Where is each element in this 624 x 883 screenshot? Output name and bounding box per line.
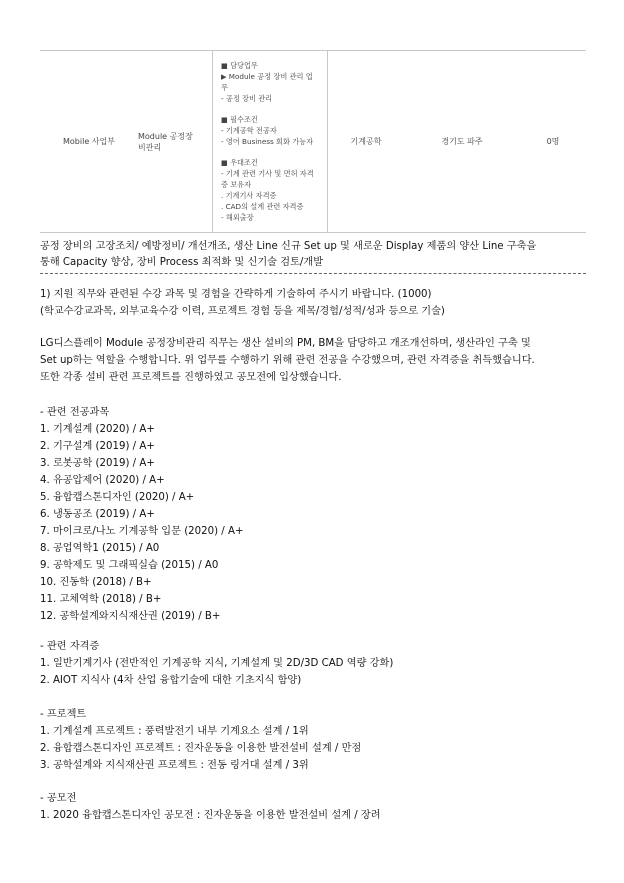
duty-line: ■ 우대조건 [221,158,258,167]
answer-line: 또한 각종 설비 관련 프로젝트를 진행하였고 공모전에 입상했습니다. [40,372,342,383]
headcount-text: 0명 [546,137,560,146]
dashed-divider [40,273,586,274]
duty-line: ■ 필수조건 [221,115,258,124]
job-posting-table [40,50,586,233]
section-certificates [40,637,588,689]
answer-line: Set up하는 역할을 수행합니다. 위 업무를 수행하기 위해 관련 전공을 수강했으며, 관련 자격증을 취득했습니다. [40,355,535,366]
list-item: 1. 기계설계 (2020) / A+ [40,424,155,435]
list-item: 12. 공학설계와지식재산권 (2019) / B+ [40,611,221,622]
duty-line: 증 보유자 [221,180,252,189]
summary-line: 공정 장비의 고장조치/ 예방정비/ 개선개조, 생산 Line 신규 Set up 및 새로운 Display 제품의 양산 Line 구축을 [40,241,537,252]
answer-line: LG디스플레이 Module 공정장비관리 직무는 생산 설비의 PM, BM을 담당하고 개조개선하며, 생산라인 구축 및 [40,338,531,349]
section-title: - 관련 자격증 [40,641,100,652]
region-cell [404,51,520,232]
section-projects [40,705,588,775]
section-courses [40,403,588,623]
list-item: 2. 융합캡스톤디자인 프로젝트 : 진자운동을 이용한 발전설비 설계 / 만점 [40,743,362,754]
answer-intro [40,334,588,386]
section-contests [40,789,588,825]
question-line: 1) 지원 직무와 관련된 수강 과목 및 경험을 간략하게 기술하여 주시기 바랍니다. (1000) [40,289,432,300]
list-item: 9. 공학제도 및 그래픽실습 (2015) / A0 [40,560,219,571]
division-cell [40,51,138,232]
section-title: - 공모전 [40,793,77,804]
duty-line: ■ 담당업무 [221,61,258,70]
list-item: 1. 기계설계 프로젝트 : 풍력발전기 내부 기계요소 설계 / 1위 [40,726,309,737]
duty-line: . CAD의 설계 관련 자격증 [221,202,304,211]
major-cell [328,51,404,232]
list-item: 2. 기구설계 (2019) / A+ [40,441,155,452]
duty-line: 무 [221,83,228,92]
list-item: 2. AIOT 지식사 (4차 산업 융합기술에 대한 기초지식 함양) [40,675,302,686]
list-item: 1. 일반기계기사 (전반적인 기계공학 지식, 기계설계 및 2D/3D CAD 역량 강화) [40,658,394,669]
list-item: 8. 공업역학1 (2015) / A0 [40,543,160,554]
question-line: (학교수강교과목, 외부교육수강 이력, 프로젝트 경험 등을 제목/경험/성적/성과 등으로 기술) [40,306,445,317]
major-text: 기계공학 [350,137,382,146]
duty-line: - 기계공학 전공자 [221,126,277,135]
list-item: 11. 고체역학 (2018) / B+ [40,594,162,605]
list-item: 6. 냉동공조 (2019) / A+ [40,509,155,520]
list-item: 10. 진동학 (2018) / B+ [40,577,152,588]
duty-line: - 영어 Business 회화 가능자 [221,137,314,146]
role-text-line: 비관리 [138,142,162,152]
duty-block-preferred [221,157,327,223]
list-item: 3. 공학설계와 지식재산권 프로젝트 : 전동 링거대 설계 / 3위 [40,760,309,771]
list-item: 1. 2020 융합캡스톤디자인 공모전 : 진자운동을 이용한 발전설비 설계 / 장려 [40,810,381,821]
duty-block-requirements [221,114,327,147]
list-item: 5. 융합캡스톤디자인 (2020) / A+ [40,492,195,503]
duty-line: - 기계 관련 기사 및 면허 자격 [221,169,314,178]
list-item: 7. 마이크로/나노 기계공학 입문 (2020) / A+ [40,526,244,537]
duty-line: ▶ Module 공정 장비 관리 업 [221,72,313,81]
section-title: - 프로젝트 [40,709,87,720]
duty-line: - 공정 장비 관리 [221,94,273,103]
question-block [40,285,588,319]
role-text-line: Module 공정장 [138,131,193,141]
summary-line: 통해 Capacity 향상, 장비 Process 최적화 및 신기술 검토/개발 [40,257,324,268]
role-cell [138,51,212,232]
list-item: 4. 유공압제어 (2020) / A+ [40,475,165,486]
duty-block-tasks [221,60,327,104]
duties-cell [212,51,328,232]
job-summary [40,237,588,269]
duty-line: . 기계기사 자격증 [221,191,277,200]
list-item: 3. 로봇공학 (2019) / A+ [40,458,155,469]
headcount-cell [520,51,586,232]
region-text: 경기도 파주 [441,137,483,146]
duty-line: - 해외출장 [221,213,254,222]
division-text: Mobile 사업부 [63,137,115,146]
section-title: - 관련 전공과목 [40,407,110,418]
